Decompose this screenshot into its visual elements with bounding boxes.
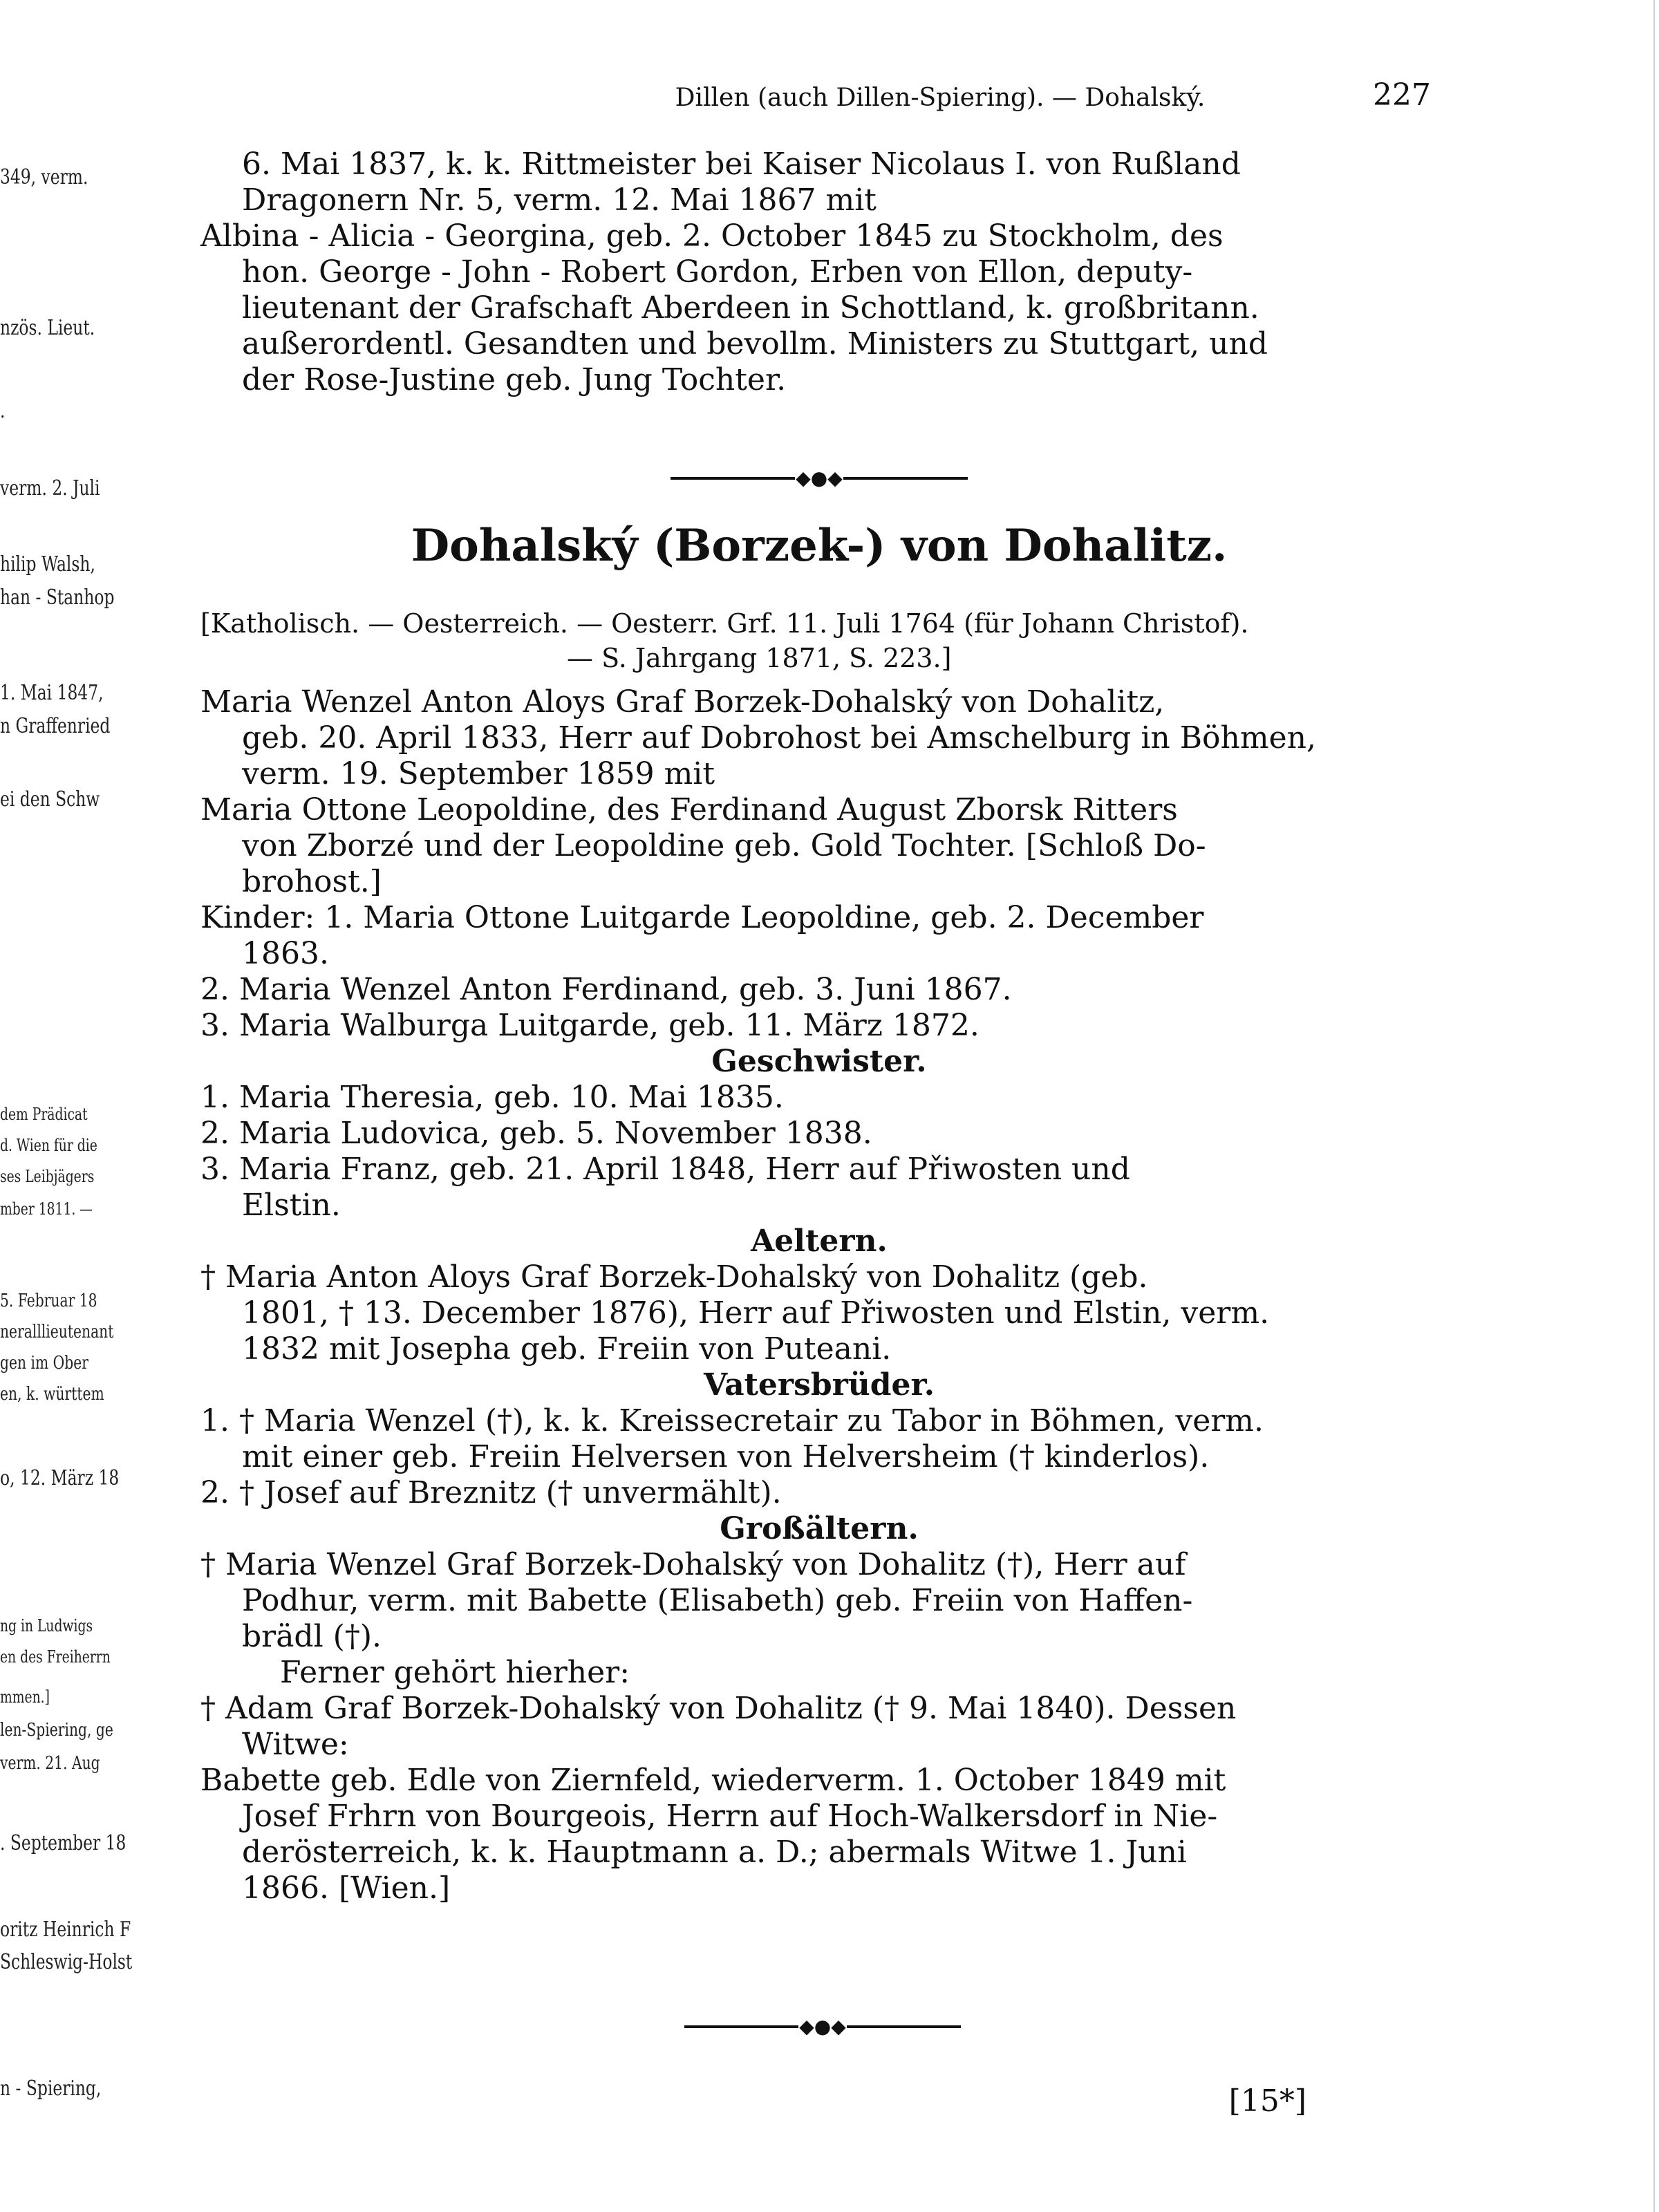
margin-fragment: gen im Ober xyxy=(0,1353,88,1374)
margin-fragment: ei den Schw xyxy=(0,787,100,812)
entry-info-line: [Katholisch. — Oesterreich. — Oesterr. Grf. 11. Juli 1764 (für Johann Christof). xyxy=(200,608,1249,639)
text-line: † Adam Graf Borzek-Dohalský von Dohalitz († 9. Mai 1840). Dessen xyxy=(200,1691,1237,1726)
text-line: 1863. xyxy=(242,936,329,971)
section-divider xyxy=(684,2013,961,2041)
margin-fragment: ng in Ludwigs xyxy=(0,1616,93,1635)
text-line: außerordentl. Gesandten und bevollm. Ministers zu Stuttgart, und xyxy=(242,326,1268,362)
margin-fragment: dem Prädicat xyxy=(0,1105,88,1124)
divider-ornament: ◆●◆ xyxy=(799,2015,846,2038)
margin-fragment: mber 1811. — xyxy=(0,1199,93,1219)
section-heading: Geschwister. xyxy=(711,1044,927,1079)
text-line: Ferner gehört hierher: xyxy=(280,1655,630,1690)
text-line: 1. † Maria Wenzel (†), k. k. Kreissecretair zu Tabor in Böhmen, verm. xyxy=(200,1403,1264,1438)
entry-body xyxy=(200,684,1438,1906)
text-line: 1801, † 13. December 1876), Herr auf Přiwosten und Elstin, verm. xyxy=(242,1295,1270,1331)
text-line: Maria Ottone Leopoldine, des Ferdinand August Zborsk Ritters xyxy=(200,792,1178,827)
margin-fragment: verm. 2. Juli xyxy=(0,476,100,500)
divider-ornament: ◆●◆ xyxy=(796,467,843,489)
text-line: Podhur, verm. mit Babette (Elisabeth) geb. Freiin von Haffen- xyxy=(242,1583,1193,1618)
running-header: Dillen (auch Dillen-Spiering). — Dohalský. xyxy=(675,84,1206,112)
margin-fragment: . September 18 xyxy=(0,1831,126,1855)
margin-fragment: 5. Februar 18 xyxy=(0,1291,97,1311)
section-heading: Vatersbrüder. xyxy=(703,1367,935,1403)
text-line: 2. Maria Wenzel Anton Ferdinand, geb. 3. Juni 1867. xyxy=(200,972,1012,1007)
margin-fragment: oritz Heinrich F xyxy=(0,1918,131,1942)
text-line: 1866. [Wien.] xyxy=(242,1871,451,1906)
text-line: 2. Maria Ludovica, geb. 5. November 1838. xyxy=(200,1116,872,1151)
text-line: Dragonern Nr. 5, verm. 12. Mai 1867 mit xyxy=(242,182,877,218)
text-line: verm. 19. September 1859 mit xyxy=(242,756,715,791)
margin-fragment: 349, verm. xyxy=(0,165,88,189)
text-line: Kinder: 1. Maria Ottone Luitgarde Leopoldine, geb. 2. December xyxy=(200,900,1204,935)
section-divider xyxy=(671,465,968,492)
text-line: † Maria Anton Aloys Graf Borzek-Dohalský von Dohalitz (geb. xyxy=(200,1259,1148,1295)
margin-fragment: n - Spiering, xyxy=(0,2077,102,2101)
margin-fragment: nzös. Lieut. xyxy=(0,316,95,340)
margin-fragment: 1. Mai 1847, xyxy=(0,681,104,705)
text-line: von Zborzé und der Leopoldine geb. Gold Tochter. [Schloß Do- xyxy=(242,828,1206,863)
text-line: Maria Wenzel Anton Aloys Graf Borzek-Dohalský von Dohalitz, xyxy=(200,684,1165,720)
text-line: hon. George - John - Robert Gordon, Erben von Ellon, deputy- xyxy=(242,254,1193,290)
section-heading: Aeltern. xyxy=(751,1224,888,1259)
margin-fragment: hilip Walsh, xyxy=(0,552,95,577)
margin-fragment: en des Freiherrn xyxy=(0,1647,111,1667)
text-line: 1. Maria Theresia, geb. 10. Mai 1835. xyxy=(200,1080,784,1115)
text-line: brädl (†). xyxy=(242,1619,382,1654)
section-heading: Großältern. xyxy=(720,1511,919,1546)
signature-mark: [15*] xyxy=(1228,2083,1306,2119)
text-line: lieutenant der Grafschaft Aberdeen in Schottland, k. großbritann. xyxy=(242,290,1259,326)
text-line: der Rose-Justine geb. Jung Tochter. xyxy=(242,362,787,397)
margin-fragment: Schleswig-Holst xyxy=(0,1950,133,1974)
text-line: Josef Frhrn von Bourgeois, Herrn auf Hoch-Walkersdorf in Nie- xyxy=(242,1799,1218,1834)
text-line: 2. † Josef auf Breznitz († unvermählt). xyxy=(200,1475,782,1510)
text-line: mit einer geb. Freiin Helversen von Helversheim († kinderlos). xyxy=(242,1439,1210,1474)
margin-fragment: han - Stanhop xyxy=(0,585,115,610)
text-line: brohost.] xyxy=(242,864,382,899)
text-line: Elstin. xyxy=(242,1188,341,1223)
text-line: 1832 mit Josepha geb. Freiin von Puteani. xyxy=(242,1331,892,1367)
page-edge-line xyxy=(1653,0,1655,2212)
margin-fragment: ses Leibjägers xyxy=(0,1167,95,1186)
text-line: geb. 20. April 1833, Herr auf Dobrohost bei Amschelburg in Böhmen, xyxy=(242,720,1316,756)
page-number: 227 xyxy=(1373,77,1431,113)
margin-fragment: en, k. württem xyxy=(0,1384,104,1405)
text-line: Babette geb. Edle von Ziernfeld, wiederverm. 1. October 1849 mit xyxy=(200,1763,1226,1798)
margin-fragment: n Graffenried xyxy=(0,714,111,738)
margin-fragment: mmen.] xyxy=(0,1687,50,1707)
text-line: 3. Maria Franz, geb. 21. April 1848, Herr auf Přiwosten und xyxy=(200,1152,1130,1187)
margin-fragment: neralllieutenant xyxy=(0,1322,114,1342)
previous-entry xyxy=(200,147,1438,398)
text-line: 6. Mai 1837, k. k. Rittmeister bei Kaiser Nicolaus I. von Rußland xyxy=(242,147,1241,182)
margin-fragment: o, 12. März 18 xyxy=(0,1466,120,1490)
margin-fragment: . xyxy=(0,399,6,423)
entry-info-line: — S. Jahrgang 1871, S. 223.] xyxy=(567,643,952,673)
text-line: Witwe: xyxy=(242,1727,349,1762)
margin-fragment: len-Spiering, ge xyxy=(0,1720,113,1741)
text-line: 3. Maria Walburga Luitgarde, geb. 11. März 1872. xyxy=(200,1008,980,1043)
margin-fragment: verm. 21. Aug xyxy=(0,1753,100,1774)
text-line: derösterreich, k. k. Hauptmann a. D.; abermals Witwe 1. Juni xyxy=(242,1835,1187,1870)
text-line: Albina - Alicia - Georgina, geb. 2. October 1845 zu Stockholm, des xyxy=(200,218,1224,254)
entry-title: Dohalský (Borzek-) von Dohalitz. xyxy=(411,520,1228,572)
text-line: † Maria Wenzel Graf Borzek-Dohalský von Dohalitz (†), Herr auf xyxy=(200,1547,1186,1582)
margin-fragment: d. Wien für die xyxy=(0,1136,97,1155)
